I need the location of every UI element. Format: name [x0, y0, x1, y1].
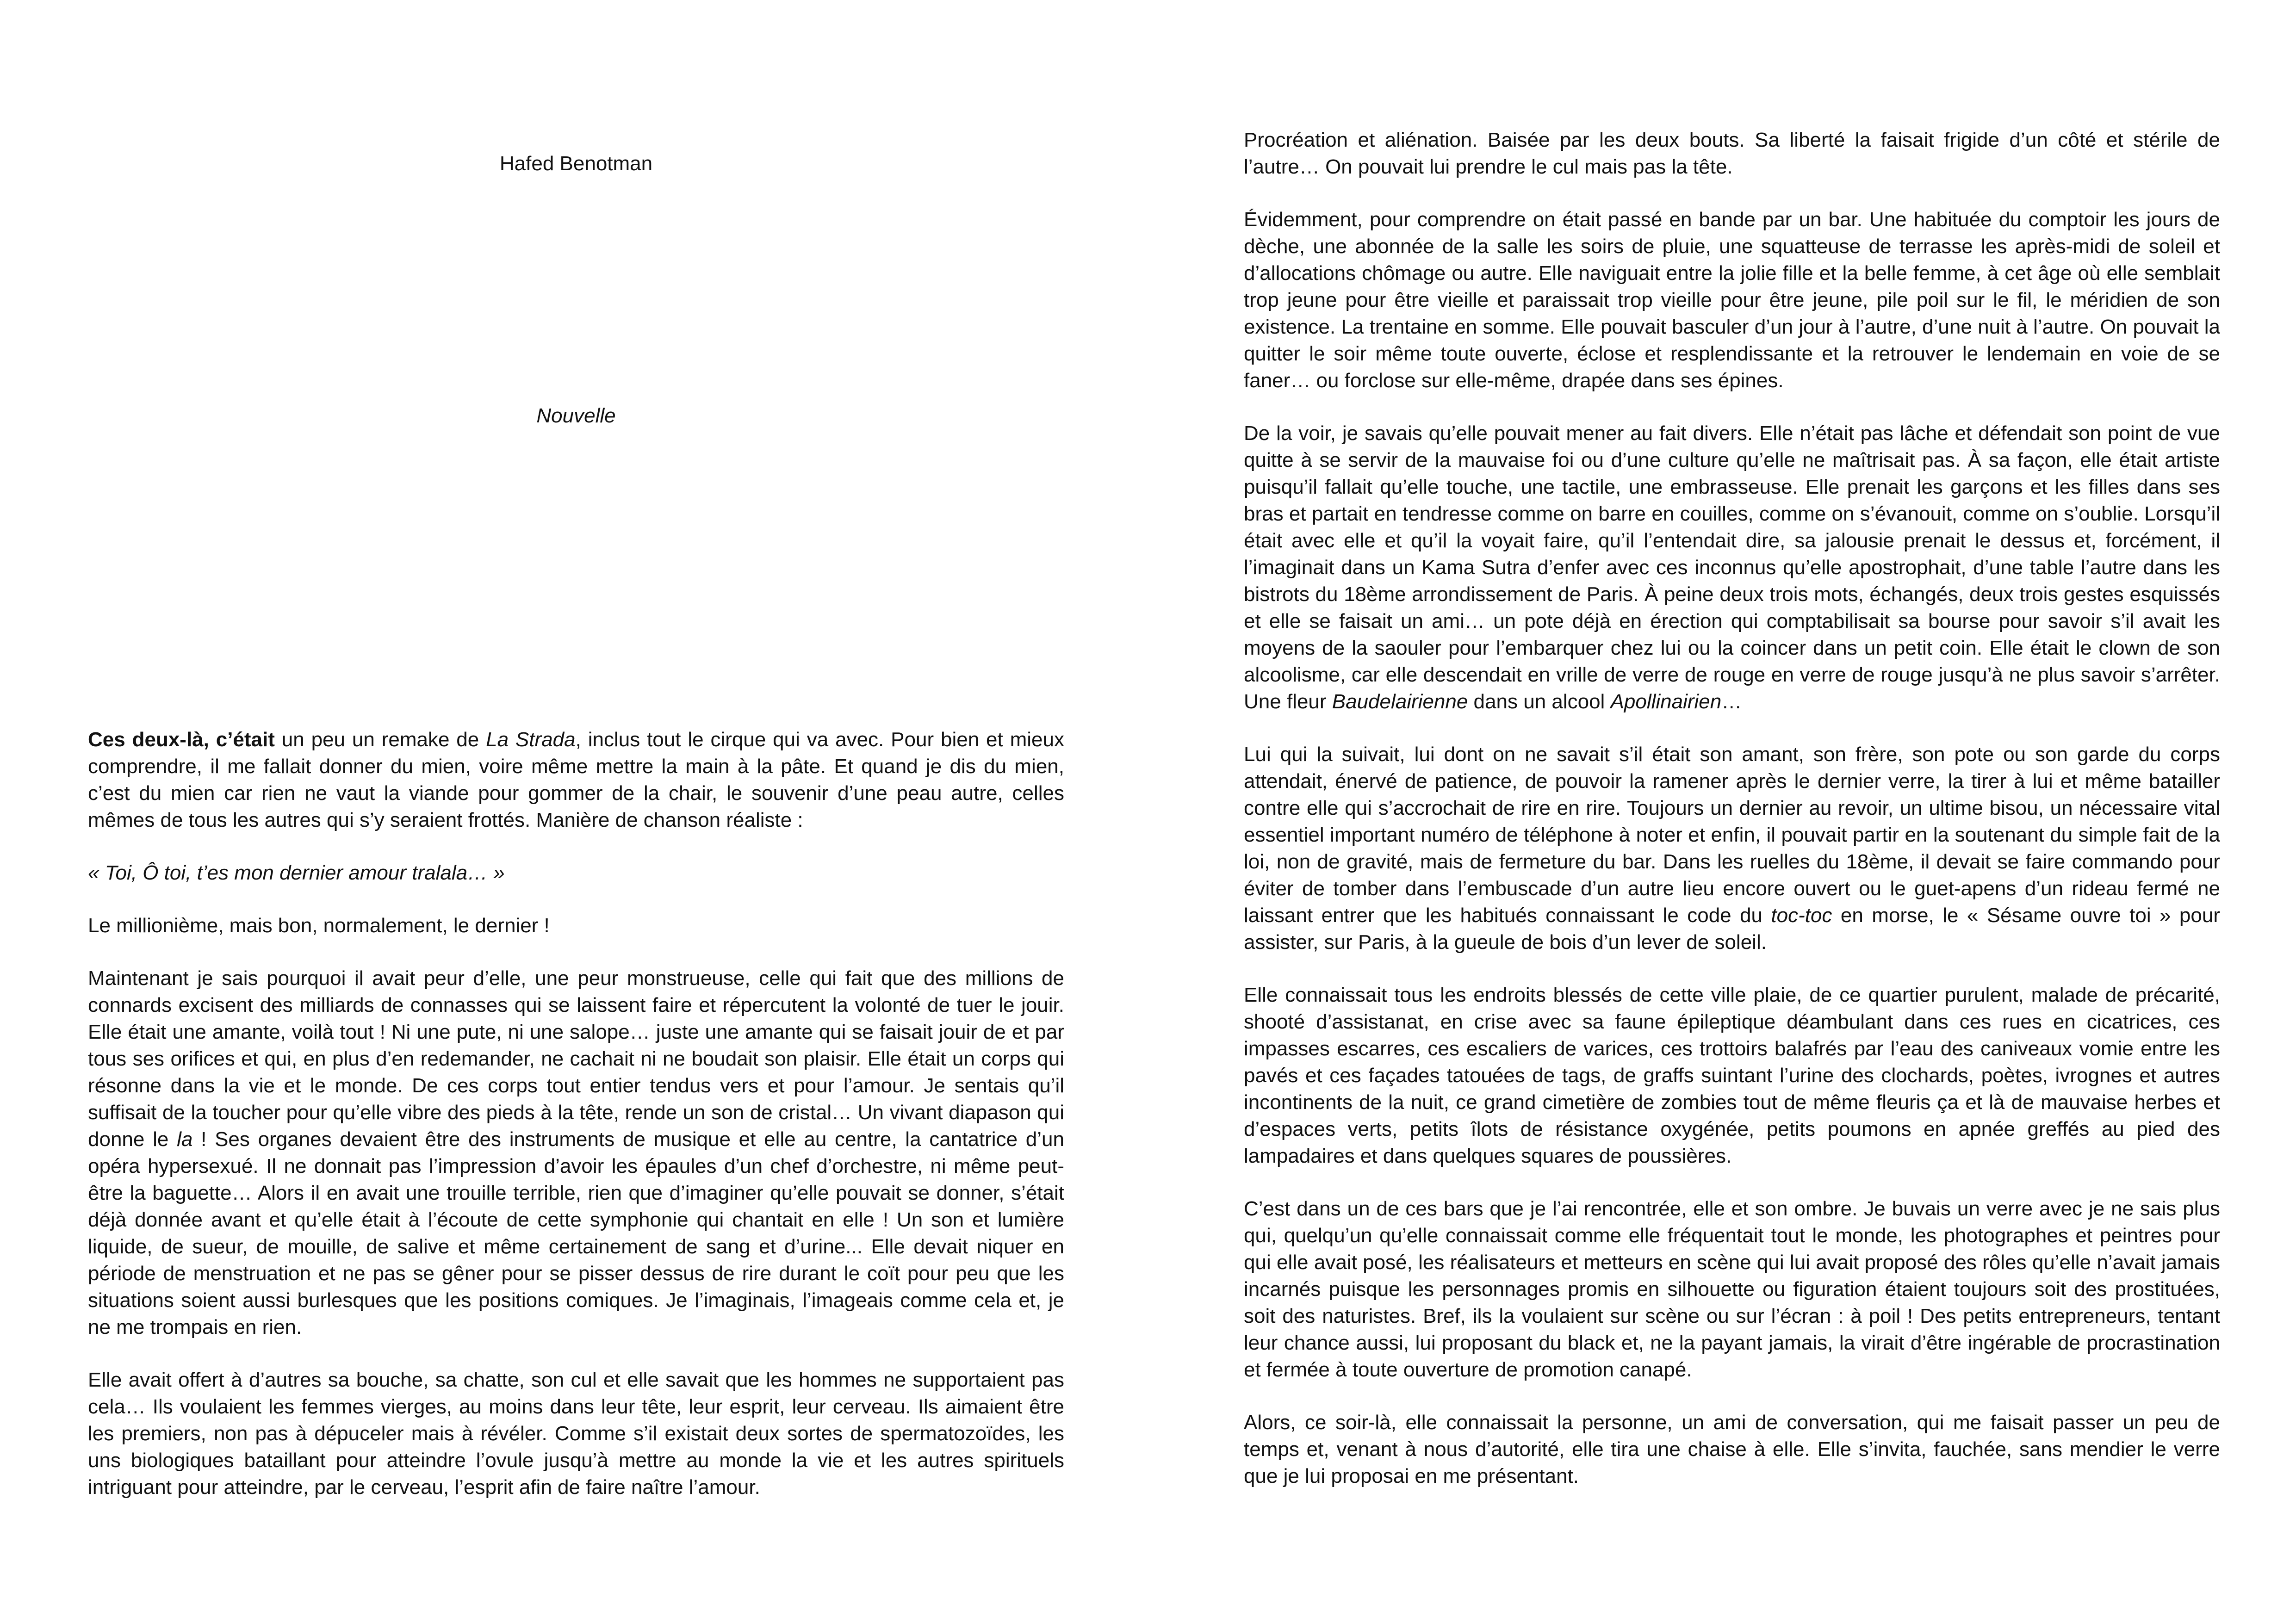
paragraph: Procréation et aliénation. Baisée par les deux bouts. Sa liberté la faisait frigide d’un côté et stérile de l’autre… On pouvait lui prendre le cul mais pas la tête.: [1244, 129, 2220, 178]
text-run: en morse, le « Sésame ouvre toi » pour assister, sur Paris, à la gueule de bois d’un lever de soleil.: [1244, 904, 2220, 954]
film-title: La Strada: [486, 728, 576, 751]
italic-term: toc-toc: [1771, 904, 1832, 927]
paragraph: [88, 726, 1064, 834]
italic-term: Apollinairien: [1610, 690, 1722, 713]
genre-label: Nouvelle: [536, 404, 616, 427]
text-run: dans un alcool: [1468, 690, 1611, 713]
paragraph: [1244, 741, 2220, 956]
italic-term: Baudelairienne: [1332, 690, 1468, 713]
text-run: …: [1721, 690, 1742, 713]
musical-note: la: [177, 1128, 193, 1151]
text-run: Maintenant je sais pourquoi il avait peur d’elle, une peur monstrueuse, celle qui fait que des millions de connards excisent des milliards de connasses qui se laissent faire et répercutent la volonté de tuer le jouir. Elle était une amante, voilà tout ! Ni une pute, ni une salope… juste une amante qui se faisait jouir de et par tous ses orifices et qui, en plus d’en redemander, ne cachait ni ne boudait son plaisir. Elle était un corps qui résonne dans la vie et le monde. De ces corps tout entier tendus vers et pour l’amour. Je sentais qu’il suffisait de la toucher pour qu’elle vibre des pieds à la tête, rende un son de cristal… Un vivant diapason qui donne le: [88, 967, 1064, 1151]
left-column-text: [88, 726, 1064, 1527]
paragraph: C’est dans un de ces bars que je l’ai rencontrée, elle et son ombre. Je buvais un verre avec je ne sais plus qui, quelqu’un qu’elle connaissait comme elle fréquentait tout le monde, les photographes et peintres pour qui elle avait posé, les réalisateurs et metteurs en scène qui lui avait proposé des rôles qu’elle n’avait jamais incarnés puisque les personnages promis en silhouette ou figuration étaient toujours soit des prostituées, soit des naturistes. Bref, ils la voulaient sur scène ou sur l’écran : à poil ! Des petits entrepreneurs, tentant leur chance aussi, lui proposant du black et, ne la payant jamais, la virait d’être ingérable de procrastination et fermée à toute ouverture de promotion canapé.: [1244, 1197, 2220, 1381]
text-run: ! Ses organes devaient être des instruments de musique et elle au centre, la cantatrice d’un opéra hypersexué. Il ne donnait pas l’impression d’avoir les épaules d’un chef d’orchestre, ni même peut-être la baguette… Alors il en avait une trouille terrible, rien que d’imaginer qu’elle pouvait se donner, s’était déjà donnée avant et qu’elle était à l’écoute de cette symphonie qui chantait en elle ! Un son et lumière liquide, de sueur, de mouille, de salive et même certainement de sang et d’urine... Elle devait niquer en période de menstruation et ne pas se gêner pour se pisser dessus de rire durant le coït pour peu que les situations soient aussi burlesques que les positions comiques. Je l’imaginais, l’imageais comme cela et, je ne me trompais en rien.: [88, 1128, 1064, 1338]
text-run: De la voir, je savais qu’elle pouvait mener au fait divers. Elle n’était pas lâche et défendait son point de vue quitte à se servir de la mauvaise foi ou d’une culture qu’elle ne maîtrisait pas. À sa façon, elle était artiste puisqu’il fallait qu’elle touche, une tactile, une embrasseuse. Elle prenait les garçons et les filles dans ses bras et partait en tendresse comme on barre en couilles, comme on s’évanouit, comme on s’oublie. Lorsqu’il était avec elle et qu’il la voyait faire, qu’il l’entendait dire, sa jalousie prenait le dessus et, forcément, il l’imaginait dans un Kama Sutra d’enfer avec ces inconnus qu’elle apostrophait, d’une table l’autre dans les bistrots du 18ème arrondissement de Paris. À peine deux trois mots, échangés, deux trois gestes esquissés et elle se faisait un ami… un pote déjà en érection qui comptabilisait sa bourse pour savoir s’il avait les moyens de la saouler pour l’embarquer chez lui ou la coincer dans un petit coin. Elle était le clown de son alcoolisme, car elle descendait en vrille de verre de rouge en verre de rouge jusqu’à ne plus savoir s’arrêter. Une fleur: [1244, 422, 2220, 713]
paragraph: Elle connaissait tous les endroits blessés de cette ville plaie, de ce quartier purulent, malade de précarité, shooté d’assistanat, en crise avec sa faune épileptique déambulant dans ces rues en cicatrices, ces impasses escarres, ces escaliers de varices, ces trottoirs balafrés par l’eau des caniveaux vomie entre les pavés et ces façades tatouées de tags, de graffs suintant l’urine des clochards, poètes, ivrognes et autres incontinents de la nuit, ce grand cimetière de zombies tout de même fleuris ça et là de mauvaise herbes et d’espaces verts, petits îlots de résistance oxygénée, petits poumons en apnée greffés au pied des lampadaires et dans quelques squares de poussières.: [1244, 984, 2220, 1167]
paragraph: Elle avait offert à d’autres sa bouche, sa chatte, son cul et elle savait que les hommes ne supportaient pas cela… Ils voulaient les femmes vierges, au moins dans leur tête, leur esprit, leur cerveau. Ils aimaient être les premiers, non pas à dépuceler mais à révéler. Comme s’il existait deux sortes de spermatozoïdes, les uns biologiques bataillant pour atteindre l’ovule jusqu’à mettre au monde la vie et les autres spirituels intriguant pour atteindre, par le cerveau, l’esprit afin de faire naître l’amour.: [88, 1369, 1064, 1499]
song-quote: « Toi, Ô toi, t’es mon dernier amour tralala… »: [88, 861, 505, 884]
right-page: [1148, 0, 2296, 1623]
text-run: Lui qui la suivait, lui dont on ne savait s’il était son amant, son frère, son pote ou son garde du corps attendait, énervé de patience, de pouvoir la ramener après le dernier verre, la tirer à lui et même batailler contre elle qui s’accrochait de rire en rire. Toujours un dernier au revoir, un ultime bisou, un nécessaire vital essentiel important numéro de téléphone à noter et enfin, il pouvait partir en la soutenant du simple fait de la loi, non de gravité, mais de fermeture du bar. Dans les ruelles du 18ème, il devait se faire commando pour éviter de tomber dans l’embuscade d’un autre lieu encore ouvert ou le guet-apens d’un rideau fermé ne laissant entrer que les habitués connaissant le code du: [1244, 743, 2220, 927]
paragraph: [1244, 420, 2220, 715]
text-run: , inclus tout le cirque qui va avec. Pour bien et mieux comprendre, il me fallait donner du mien, voire même mettre la main à la pâte. Et quand je dis du mien, c’est du mien car rien ne vaut la viande pour gommer de la chair, le souvenir d’une peau autre, celles mêmes de tous les autres qui s’y seraient frottés. Manière de chanson réaliste :: [88, 728, 1064, 831]
right-column-text: [1244, 127, 2220, 1516]
author-name: Hafed Benotman: [499, 152, 653, 175]
lead-in: Ces deux-là, c’était: [88, 728, 275, 751]
text-run: un peu un remake de: [274, 728, 486, 751]
paragraph: [88, 965, 1064, 1341]
paragraph: Le millionième, mais bon, normalement, le dernier !: [88, 914, 550, 937]
paragraph: Évidemment, pour comprendre on était passé en bande par un bar. Une habituée du comptoir les jours de dèche, une abonnée de la salle les soirs de pluie, une squatteuse de terrasse les après-midi de soleil et d’allocations chômage ou autre. Elle naviguait entre la jolie fille et la belle femme, à cet âge où elle semblait trop jeune pour être vieille et paraissait trop vieille pour être jeune, pile poil sur le fil, le méridien de son existence. La trentaine en somme. Elle pouvait basculer d’un jour à l’autre, d’une nuit à l’autre. On pouvait la quitter le soir même toute ouverte, éclose et resplendissante et la retrouver le lendemain en voie de se faner… ou forclose sur elle-même, drapée dans ses épines.: [1244, 208, 2220, 392]
paragraph: Alors, ce soir-là, elle connaissait la personne, un ami de conversation, qui me faisait passer un peu de temps et, venant à nous d’autorité, elle tira une chaise à elle. Elle s’invita, fauchée, sans mendier le verre que je lui proposai en me présentant.: [1244, 1411, 2220, 1487]
